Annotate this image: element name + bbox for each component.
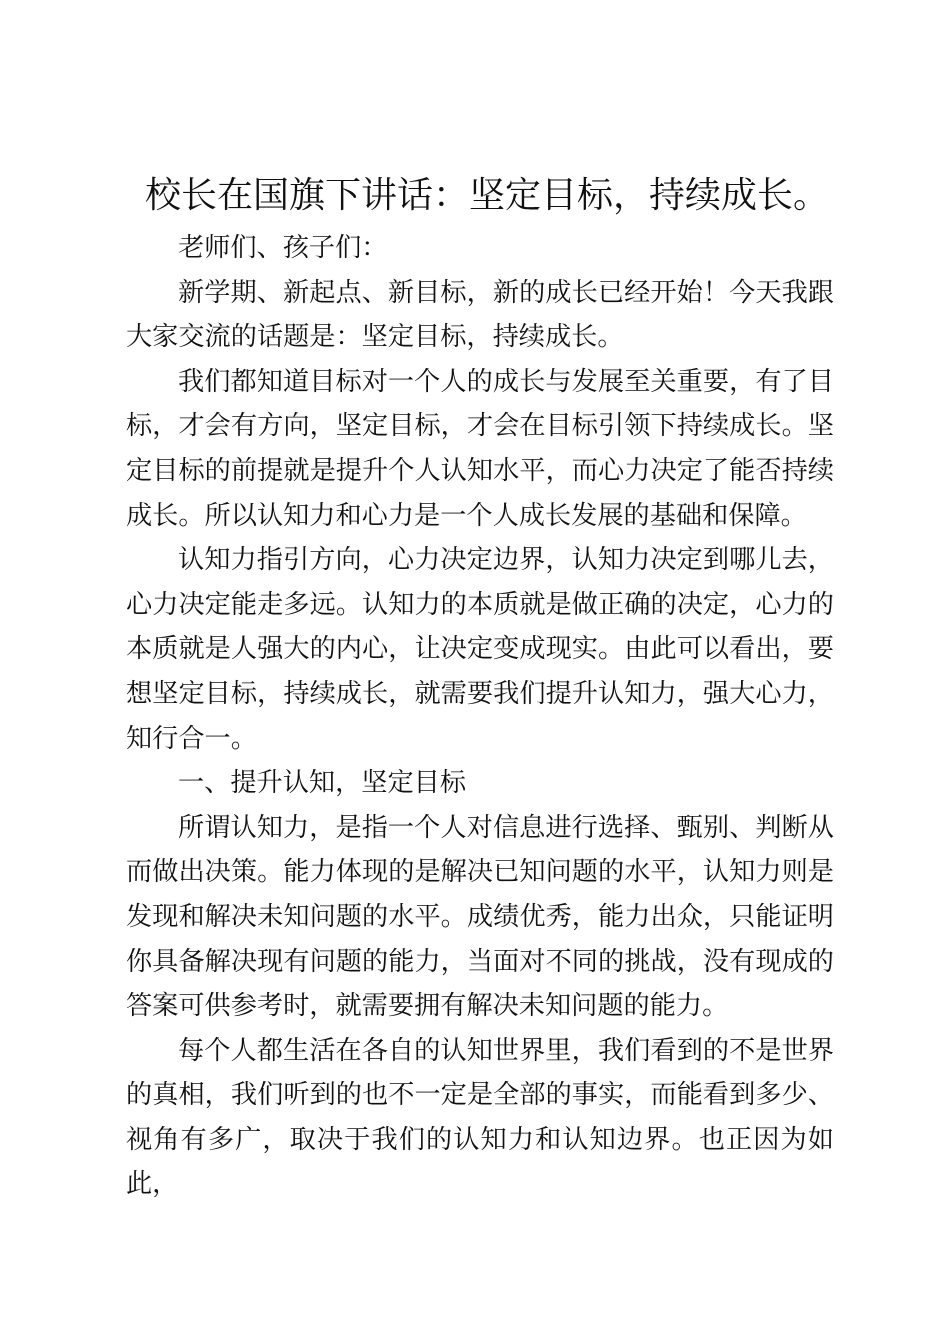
document-body (126, 226, 834, 1207)
body-paragraph: 所谓认知力，是指一个人对信息进行选择、甄别、判断从而做出决策。能力体现的是解决已知问题的水平，认知力则是发现和解决未知问题的水平。成绩优秀，能力出众，只能证明你具备解决现有问题的能力，当面对不同的挑战，没有现成的答案可供参考时，就需要拥有解决未知问题的能力。 (126, 812, 834, 1022)
body-paragraph: 每个人都生活在各自的认知世界里，我们看到的不是世界的真相，我们听到的也不一定是全部的事实，而能看到多少、视角有多广，取决于我们的认知力和认知边界。也正因为如此， (126, 1035, 834, 1200)
body-paragraph: 我们都知道目标对一个人的成长与发展至关重要，有了目标，才会有方向，坚定目标，才会在目标引领下持续成长。坚定目标的前提就是提升个人认知水平，而心力决定了能否持续成长。所以认知力和心力是一个人成长发展的基础和保障。 (126, 366, 834, 531)
section-heading: 一、提升认知，坚定目标 (178, 768, 467, 799)
body-paragraph: 认知力指引方向，心力决定边界，认知力决定到哪儿去，心力决定能走多远。认知力的本质就是做正确的决定，心力的本质就是人强大的内心，让决定变成现实。由此可以看出，要想坚定目标，持续成长，就需要我们提升认知力，强大心力，知行合一。 (126, 545, 834, 754)
document-title: 校长在国旗下讲话：坚定目标，持续成长。 (145, 175, 830, 216)
salutation-paragraph: 老师们、孩子们： (178, 233, 388, 263)
body-paragraph: 新学期、新起点、新目标，新的成长已经开始！今天我跟大家交流的话题是：坚定目标，持续成长。 (126, 277, 834, 353)
